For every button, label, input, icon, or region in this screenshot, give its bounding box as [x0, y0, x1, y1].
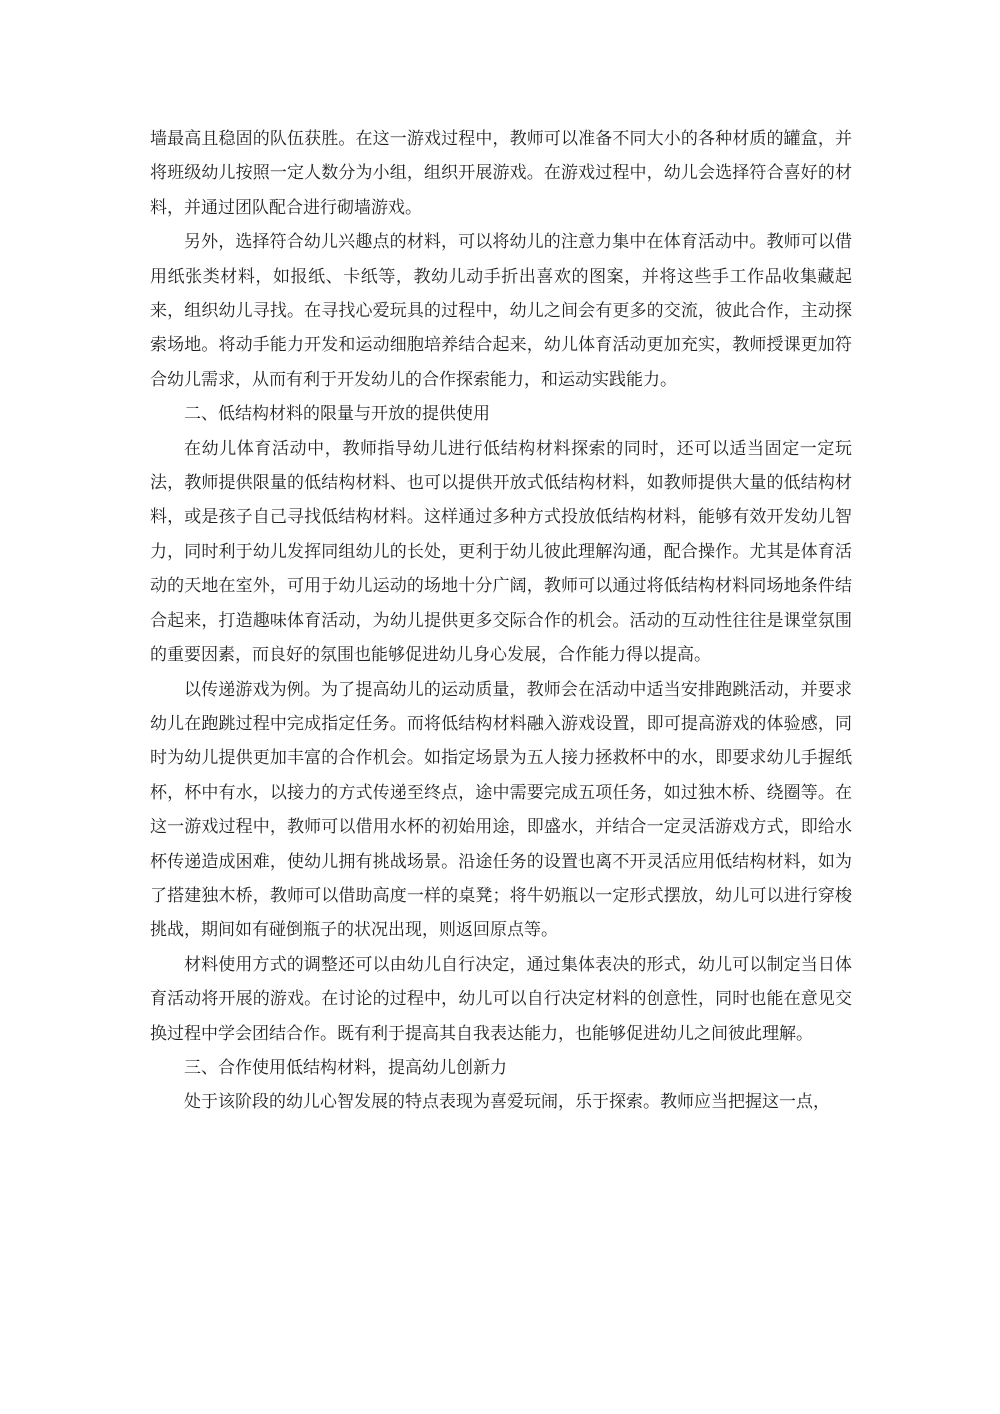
- paragraph-2: 另外，选择符合幼儿兴趣点的材料，可以将幼儿的注意力集中在体育活动中。教师可以借用纸张类材料，如报纸、卡纸等，教幼儿动手折出喜欢的图案，并将这些手工作品收集藏起来，组织幼儿寻找。在寻找心爱玩具的过程中，幼儿之间会有更多的交流，彼此合作，主动探索场地。将动手能力开发和运动细胞培养结合起来，幼儿体育活动更加充实，教师授课更加符合幼儿需求，从而有利于开发幼儿的合作探索能力，和运动实践能力。: [150, 232, 852, 390]
- paragraph-6: 处于该阶段的幼儿心智发展的特点表现为喜爱玩闹，乐于探索。教师应当把握这一点，: [184, 1092, 830, 1113]
- section-heading-3: 三、合作使用低结构材料，提高幼儿创新力: [184, 1057, 507, 1078]
- paragraph-4: 以传递游戏为例。为了提高幼儿的运动质量，教师会在活动中适当安排跑跳活动，并要求幼儿在跑跳过程中完成指定任务。而将低结构材料融入游戏设置，即可提高游戏的体验感，同时为幼儿提供更加丰富的合作机会。如指定场景为五人接力拯救杯中的水，即要求幼儿手握纸杯，杯中有水，以接力的方式传递至终点，途中需要完成五项任务，如过独木桥、绕圈等。在这一游戏过程中，教师可以借用水杯的初始用途，即盛水，并结合一定灵活游戏方式，即给水杯传递造成困难，使幼儿拥有挑战场景。沿途任务的设置也离不开灵活应用低结构材料，如为了搭建独木桥，教师可以借助高度一样的桌凳；将牛奶瓶以一定形式摆放，幼儿可以进行穿梭挑战，期间如有碰倒瓶子的状况出现，则返回原点等。: [150, 679, 852, 941]
- paragraph-1: 墙最高且稳固的队伍获胜。在这一游戏过程中，教师可以准备不同大小的各种材质的罐盒，并将班级幼儿按照一定人数分为小组，组织开展游戏。在游戏过程中，幼儿会选择符合喜好的材料，并通过团队配合进行砌墙游戏。: [150, 129, 852, 218]
- paragraph-5: 材料使用方式的调整还可以由幼儿自行决定，通过集体表决的形式，幼儿可以制定当日体育活动将开展的游戏。在讨论的过程中，幼儿可以自行决定材料的创意性，同时也能在意见交换过程中学会团结合作。既有利于提高其自我表达能力，也能够促进幼儿之间彼此理解。: [150, 954, 852, 1044]
- section-heading-2: 二、低结构材料的限量与开放的提供使用: [184, 404, 490, 425]
- document-page: [150, 122, 852, 1120]
- paragraph-3: 在幼儿体育活动中，教师指导幼儿进行低结构材料探索的同时，还可以适当固定一定玩法，教师提供限量的低结构材料、也可以提供开放式低结构材料，如教师提供大量的低结构材料，或是孩子自己寻找低结构材料。这样通过多种方式投放低结构材料，能够有效开发幼儿智力，同时利于幼儿发挥同组幼儿的长处，更利于幼儿彼此理解沟通，配合操作。尤其是体育活动的天地在室外，可用于幼儿运动的场地十分广阔，教师可以通过将低结构材料同场地条件结合起来，打造趣味体育活动，为幼儿提供更多交际合作的机会。活动的互动性往往是课堂氛围的重要因素，而良好的氛围也能够促进幼儿身心发展，合作能力得以提高。: [150, 438, 852, 666]
